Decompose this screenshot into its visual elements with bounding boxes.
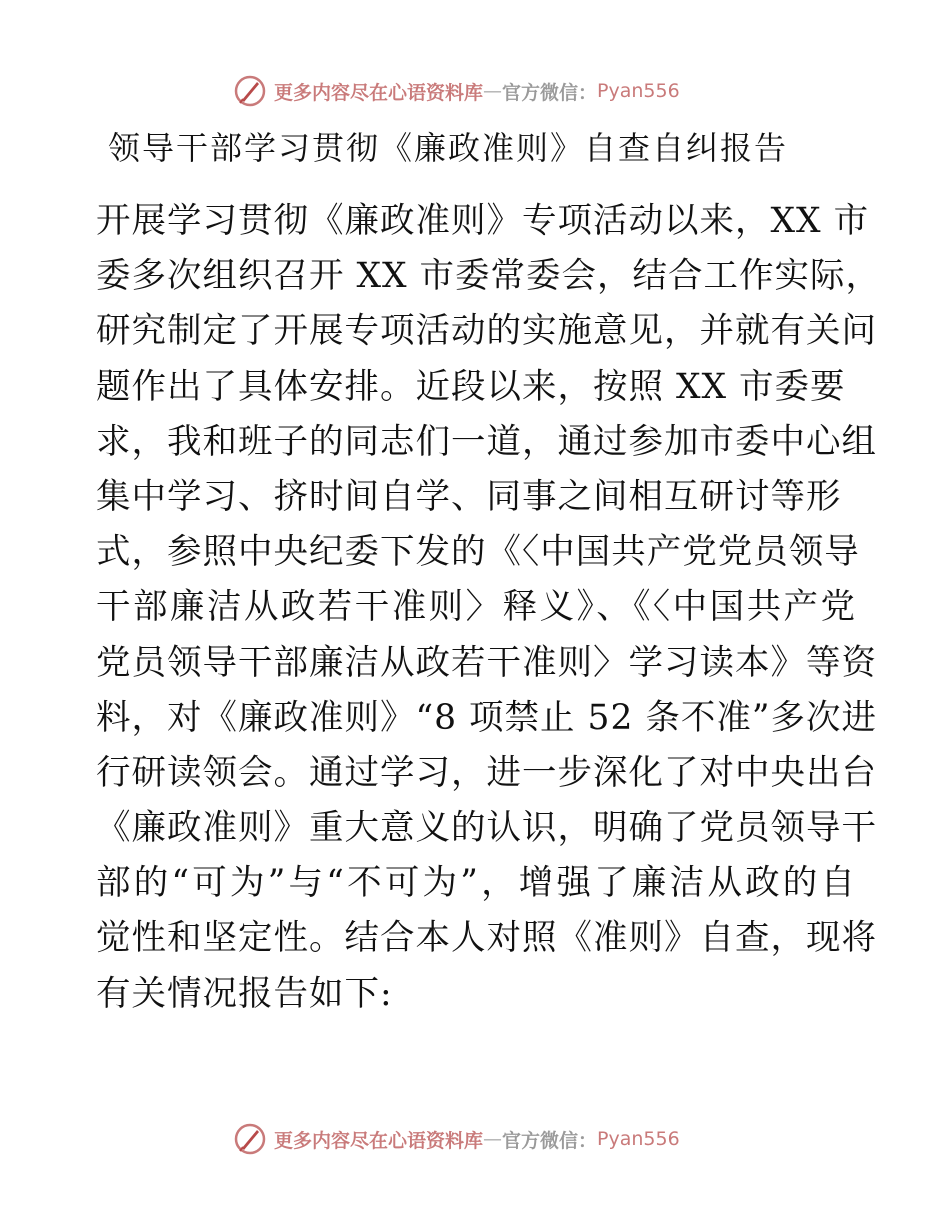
watermark-separator: — [483,1128,503,1150]
body-line: 有关情况报告如下: [96,973,393,1014]
watermark-label: 官方微信： [502,81,598,104]
body-line: 集中学习、挤时间自学、同事之间相互研讨等形 [96,476,842,517]
body-line: 部的“可为”与“不可为”，增强了廉洁从政的自 [96,863,856,904]
watermark-wechat-id: Pyan556 [597,1128,680,1150]
body-line: 研究制定了开展专项活动的实施意见，并就有关问 [96,311,877,352]
body-line: 《廉政准则》重大意义的认识，明确了党员领导干 [96,808,877,849]
body-line: 委多次组织召开 XX 市委常委会，结合工作实际， [96,256,882,297]
body-line: 料，对《廉政准则》“8 项禁止 52 条不准”多次进 [96,697,878,738]
watermark-separator: — [483,80,503,102]
body-line: 开展学习贯彻《廉政准则》专项活动以来，XX 市 [96,201,870,241]
document-body [96,200,882,1028]
body-line: 干部廉洁从政若干准则〉释义》、《〈中国共产党 [96,587,856,628]
quill-logo-icon [232,73,268,109]
watermark-label: 官方微信： [502,1129,598,1152]
footer-watermark [232,1120,680,1158]
body-line: 党员领导干部廉洁从政若干准则〉学习读本》等资 [96,642,877,683]
body-line: 行研读领会。通过学习，进一步深化了对中央出台 [96,752,877,793]
body-line: 题作出了具体安排。近段以来，按照 XX 市委要 [96,366,846,407]
watermark-wechat-id: Pyan556 [597,80,680,102]
body-line: 觉性和坚定性。结合本人对照《准则》自查，现将 [96,918,877,959]
body-line: 式，参照中央纪委下发的《〈中国共产党党员领导 [96,532,860,573]
body-line: 求，我和班子的同志们一道，通过参加市委中心组 [96,421,877,462]
watermark-brand: 更多内容尽在心语资料库 [274,1129,484,1152]
quill-logo-icon [232,1121,268,1157]
watermark-brand: 更多内容尽在心语资料库 [274,81,484,104]
document-title: 领导干部学习贯彻《廉政准则》自查自纠报告 [108,129,789,167]
header-watermark [232,72,680,110]
